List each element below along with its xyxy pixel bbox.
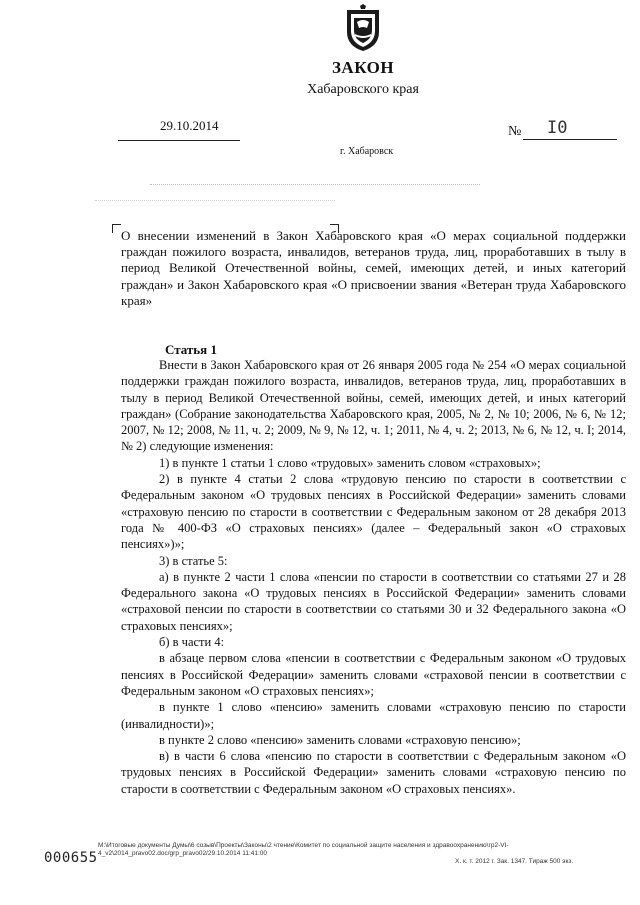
article-paragraph: в) в части 6 слова «пенсию по старости в соответствии с Федеральным законом «О трудовых пенсиях в Российской Федерации» заменить словами «страховую пенсию по старости в соответствии с Федеральным законом «О страховых пенсиях». bbox=[121, 749, 626, 796]
footer-file-path: M:\Итоговые документы Думы\6 созыв\Проекты\Законы\2 чтение\Комитет по социальной защите населения и здравоохранению\гр2-VI-4_v2\2014_pravo02.doc/grp_pravo02/29.10.2014 11:41:00 bbox=[98, 842, 509, 857]
document-subtitle: Хабаровского края bbox=[307, 82, 419, 97]
footer-document-id: 000655 bbox=[44, 850, 98, 866]
scan-noise bbox=[95, 200, 335, 201]
article-paragraph: в абзаце первом слова «пенсии в соответствии с Федеральным законом «О трудовых пенсиях в Российской Федерации» заменить словами «страховой пенсии в соответствии с Федеральным законом «О страховых пенсиях»; bbox=[121, 651, 626, 698]
article-paragraph: в пункте 2 слово «пенсию» заменить словами «страховую пенсию»; bbox=[159, 732, 521, 747]
document-number: I0 bbox=[547, 118, 568, 138]
coat-of-arms-icon bbox=[343, 4, 383, 52]
date-underline bbox=[118, 140, 240, 141]
article-paragraph: 3) в статье 5: bbox=[159, 553, 228, 568]
document-city: г. Хабаровск bbox=[340, 146, 394, 157]
scan-noise bbox=[150, 184, 480, 185]
document-title: ЗАКОН bbox=[331, 58, 395, 77]
article-body bbox=[121, 357, 626, 797]
heading-bracket-left bbox=[112, 224, 121, 233]
number-underline bbox=[523, 139, 617, 140]
article-paragraph: Внести в Закон Хабаровского края от 26 января 2005 года № 254 «О мерах социальной поддержки граждан пожилого возраста, инвалидов, ветеранов труда, лиц, проработавших в тылу в период Великой Отечественной войны, семей, имеющих детей, и иных категорий граждан» (Собрание законодательства Хабаровского края, 2005, № 2, № 10; 2006, № 6, № 12; 2007, № 12; 2008, № 11, ч. 2; 2009, № 9, № 12, ч. 1; 2011, № 4, ч. 2; 2013, № 6, № 12, ч. I; 2014, № 2) следующие изменения: bbox=[121, 358, 626, 454]
article-paragraph: 1) в пункте 1 статьи 1 слово «трудовых» заменить словом «страховых»; bbox=[159, 455, 541, 470]
number-sign: № bbox=[508, 124, 522, 139]
law-heading: О внесении изменений в Закон Хабаровского края «О мерах социальной поддержки граждан пожилого возраста, инвалидов, ветеранов труда, лиц, проработавших в тылу в период Великой Отечественной войны, семей, имеющих детей, и иных категорий граждан» и Закон Хабаровского края «О присвоении звания «Ветеран труда Хабаровского края» bbox=[121, 228, 626, 308]
article-title: Статья 1 bbox=[165, 342, 217, 357]
article-paragraph: 2) в пункте 4 статьи 2 слова «трудовую пенсию по старости в соответствии с Федеральным законом «О трудовых пенсиях в Российской Федерации» заменить словами «страховую пенсию по старости в соответствии с Федеральным законом от 28 декабря 2013 года № 400-ФЗ «О страховых пенсиях» (далее – Федеральный закон «О страховых пенсиях»)»; bbox=[121, 472, 626, 552]
article-paragraph: в пункте 1 слово «пенсию» заменить словами «страховую пенсию по старости (инвалидности)»; bbox=[121, 700, 626, 731]
document-date: 29.10.2014 bbox=[160, 118, 219, 133]
article-paragraph: а) в пункте 2 части 1 слова «пенсии по старости в соответствии со статьями 27 и 28 Федерального закона «О трудовых пенсиях в Российской Федерации» заменить словами «страховой пенсии по старости в соответствии со статьями 30 и 32 Федерального закона «О страховых пенсиях»; bbox=[121, 569, 626, 633]
article-paragraph: б) в части 4: bbox=[159, 635, 225, 650]
footer-print-info: Х. к. т. 2012 г. Зак. 1347. Тираж 500 экз. bbox=[455, 858, 574, 865]
